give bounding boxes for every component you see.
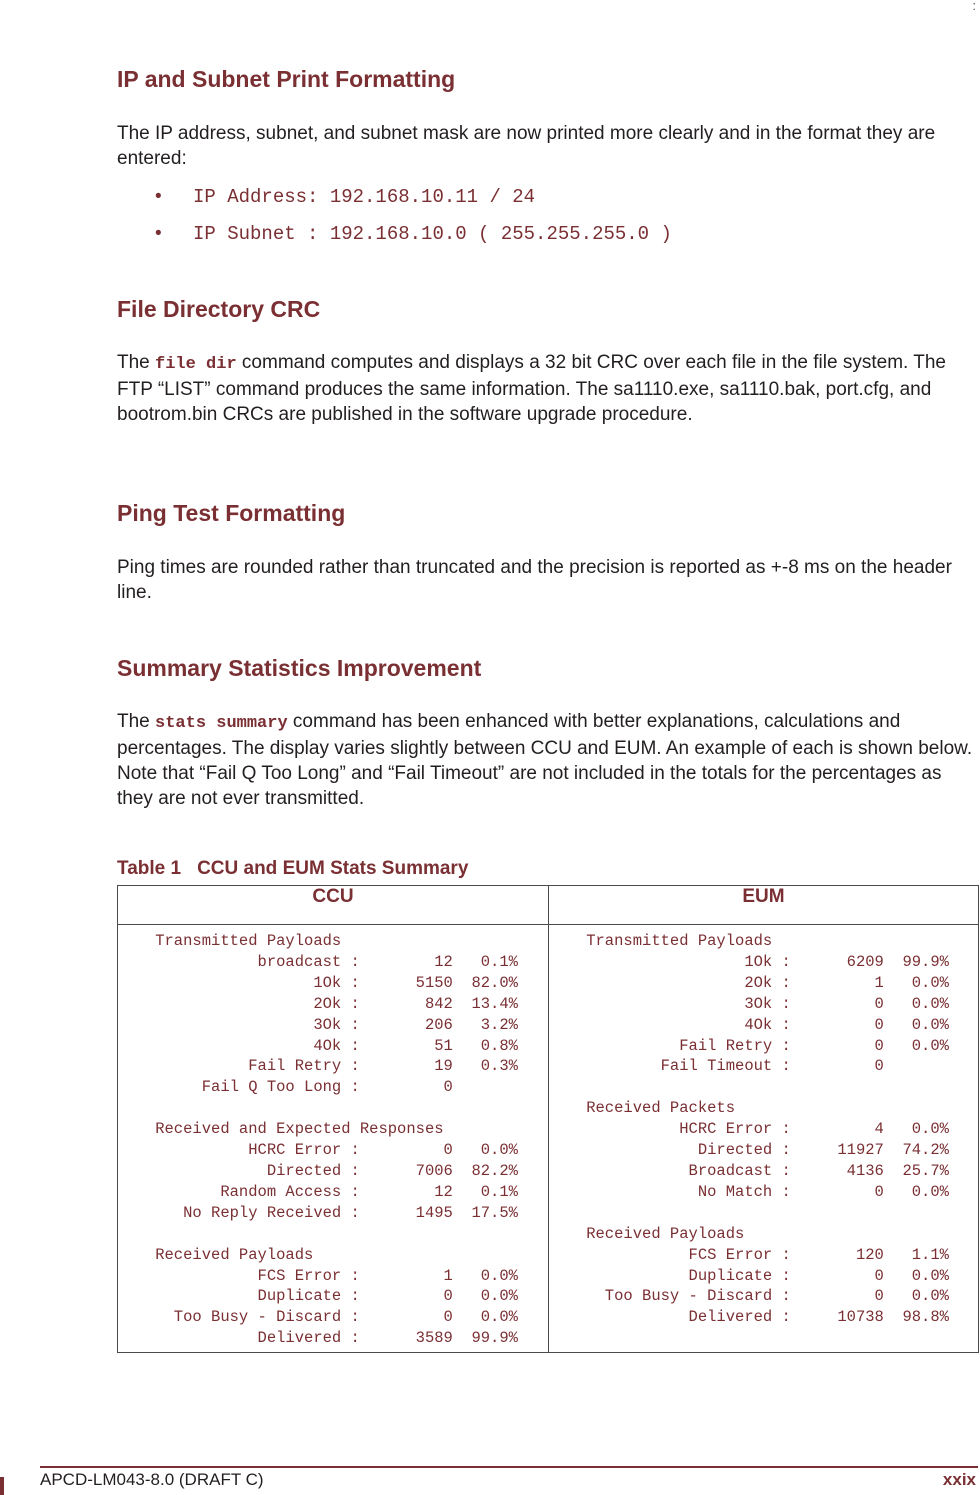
list-item <box>117 178 672 215</box>
ccu-stats-cell <box>118 925 549 1353</box>
footer-document-id: APCD-LM043-8.0 (DRAFT C) <box>40 1470 264 1489</box>
bullet-icon: • <box>155 186 162 207</box>
eum-stats-cell <box>549 925 979 1353</box>
eum-stats-output: Transmitted Payloads 1Ok : 6209 99.9% 2Ok : 1 0.0% 3Ok : 0 0.0% 4Ok : 0 0.0% Fail Retry : 0 0.0% Fail Timeout : 0 Received Packets HCRC Error : 4 0.0% Directed : 11927 74.2% Broadcast : 4136 25.7% No Match : 0 0.0% Received Payloads FCS Error : 120 1.1% Duplicate : 0 0.0% Too Busy - Discard : 0 0.0% Delivered : 10738 98.8% <box>586 932 949 1327</box>
table-header-row <box>118 886 979 925</box>
footer-change-bar <box>0 1477 4 1495</box>
heading-ip-subnet: IP and Subnet Print Formatting <box>117 66 456 92</box>
bullet-icon: • <box>155 223 162 244</box>
heading-file-directory-crc: File Directory CRC <box>117 296 321 322</box>
heading-ping-test: Ping Test Formatting <box>117 500 346 526</box>
list-item <box>117 215 672 252</box>
footer-page-number: xxix <box>942 1470 976 1489</box>
paragraph-ping-test: Ping times are rounded rather than truncated and the precision is reported as +-8 ms on the header line. <box>117 557 952 603</box>
ip-address-line: IP Address: 192.168.10.11 / 24 <box>193 186 536 208</box>
ccu-stats-output: Transmitted Payloads broadcast : 12 0.1% 1Ok : 5150 82.0% 2Ok : 842 13.4% 3Ok : 206 3.2% 4Ok : 51 0.8% Fail Retry : 19 0.3% Fail Q Too Long : 0 Received and Expected Responses HCRC Error : 0 0.0% Directed : 7006 82.2% Random Access : 12 0.1% No Reply Received : 1495 17.5% Received Payloads FCS Error : 1 0.0% Duplicate : 0 0.0% Too Busy - Discard : 0 0.0% Delivered : 3589 99.9% <box>155 932 518 1348</box>
ip-bullet-list <box>117 178 672 252</box>
table-row <box>118 925 979 1353</box>
ip-subnet-line: IP Subnet : 192.168.10.0 ( 255.255.255.0 ) <box>193 223 672 245</box>
paragraph-file-directory-crc <box>117 350 977 427</box>
crc-text-pre: The <box>117 352 156 373</box>
crc-text-post: command computes and displays a 32 bit CRC over each file in the file system. The FTP “LIST” command produces the same information. The sa1110.exe, sa1110.bak, port.cfg, and bootrom.bin CRCs are published in the software upgrade procedure. <box>117 352 946 425</box>
table-caption <box>117 858 468 880</box>
summary-text-post: command has been enhanced with better explanations, calculations and percentages. The display varies slightly between CCU and EUM. An example of each is shown below. Note that “Fail Q Too Long” and “Fail Timeout” are not included in the totals for the percentages as they are not ever transmitted. <box>117 711 973 809</box>
heading-summary-statistics: Summary Statistics Improvement <box>117 655 482 681</box>
summary-text-pre: The <box>117 711 156 732</box>
corner-mark: : <box>972 0 976 13</box>
table-title: CCU and EUM Stats Summary <box>197 858 469 879</box>
stats-summary-table <box>117 885 979 1353</box>
column-header-ccu: CCU <box>118 886 549 925</box>
footer-divider <box>40 1466 978 1468</box>
column-header-eum: EUM <box>549 886 979 925</box>
paragraph-ip-subnet: The IP address, subnet, and subnet mask are now printed more clearly and in the format they are entered: <box>117 123 936 169</box>
file-dir-command: file dir <box>155 355 237 374</box>
table-label: Table 1 <box>117 858 182 879</box>
paragraph-summary-statistics <box>117 709 977 811</box>
stats-summary-command: stats summary <box>155 714 288 733</box>
